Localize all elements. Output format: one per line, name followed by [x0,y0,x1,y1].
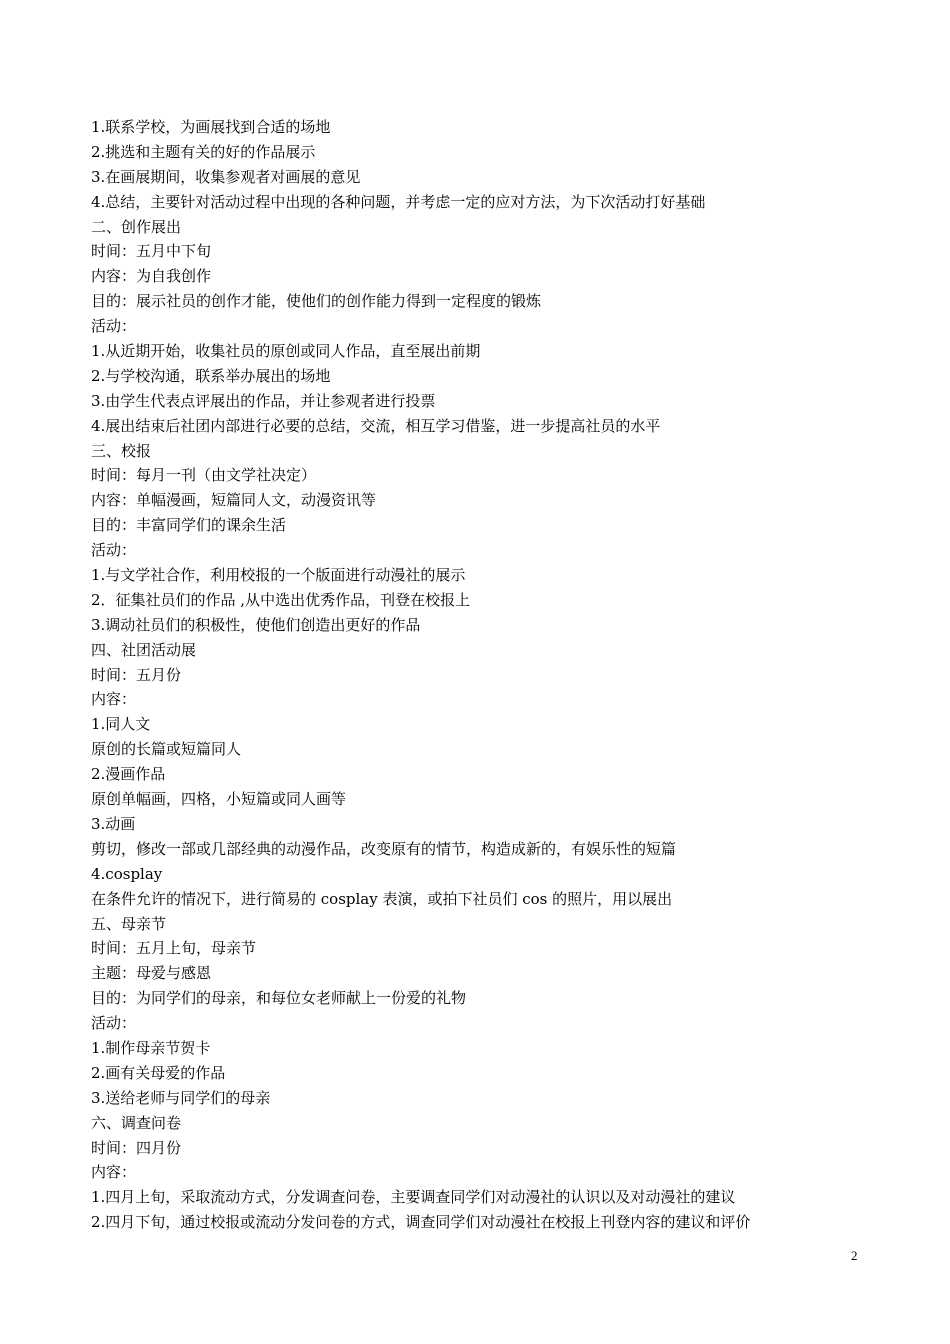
section-heading: 四、社团活动展 [91,640,197,659]
text-line: 时间：每月一刊（由文学社决定） [91,466,317,485]
text-line: 1.联系学校，为画展找到合适的场地 [91,118,331,136]
text-line: 2.四月下旬，通过校报或流动分发问卷的方式，调查同学们对动漫社在校报上刊登内容的建议和评价 [91,1213,751,1232]
text-line: 1.与文学社合作，利用校报的一个版面进行动漫社的展示 [91,566,466,585]
page-number: 2 [851,1248,858,1263]
text-line: 活动： [91,1014,137,1033]
text-line: 1.从近期开始，收集社员的原创或同人作品，直至展出前期 [91,342,481,361]
text-line: 时间：五月中下旬 [91,242,212,261]
text-line: 活动： [91,317,137,336]
section-heading: 六、调查问卷 [91,1113,182,1132]
text-line: 内容： [91,1163,137,1182]
text-line: 3.调动社员们的积极性，使他们创造出更好的作品 [91,615,421,634]
text-line: 2.画有关母爱的作品 [91,1063,226,1082]
text-line: 内容： [91,690,137,709]
text-line: 时间：四月份 [91,1138,182,1157]
text-line: 目的：展示社员的创作才能，使他们的创作能力得到一定程度的锻炼 [91,292,542,311]
text-line: 时间：五月上旬，母亲节 [91,939,257,958]
section-heading: 二、创作展出 [91,217,182,236]
text-line: 2.漫画作品 [91,765,166,784]
text-line: 内容：单幅漫画，短篇同人文，动漫资讯等 [91,491,377,510]
text-line: 3.由学生代表点评展出的作品，并让参观者进行投票 [91,391,436,410]
text-line: 3.动画 [91,814,136,833]
text-line: 2．征集社员们的作品 ,从中选出优秀作品，刊登在校报上 [91,590,471,609]
section-heading: 五、母亲节 [91,914,167,933]
text-line: 3.在画展期间，收集参观者对画展的意见 [91,167,361,186]
text-line: 4.cosplay [91,864,163,883]
text-line: 1.制作母亲节贺卡 [91,1038,211,1057]
text-line: 4.展出结束后社团内部进行必要的总结，交流，相互学习借鉴，进一步提高社员的水平 [91,416,661,435]
text-line: 3.送给老师与同学们的母亲 [91,1088,271,1107]
text-line: 时间：五月份 [91,665,182,684]
text-line: 在条件允许的情况下，进行简易的 cosplay 表演，或拍下社员们 cos 的照片，用以展出 [91,889,673,908]
text-line: 2.与学校沟通，联系举办展出的场地 [91,366,331,385]
text-line: 目的：为同学们的母亲，和每位女老师献上一份爱的礼物 [91,989,467,1008]
text-line: 原创的长篇或短篇同人 [91,740,242,759]
text-line: 4.总结，主要针对活动过程中出现的各种问题，并考虑一定的应对方法，为下次活动打好基础 [91,192,706,211]
text-line: 主题：母爱与感恩 [91,964,212,983]
text-line: 目的：丰富同学们的课余生活 [91,516,287,535]
document-body [91,115,871,1235]
section-heading: 三、校报 [91,441,152,460]
text-line: 1.同人文 [91,715,151,734]
text-line: 剪切，修改一部或几部经典的动漫作品，改变原有的情节，构造成新的，有娱乐性的短篇 [91,839,677,858]
text-line: 2.挑选和主题有关的好的作品展示 [91,142,316,161]
text-line: 原创单幅画，四格，小短篇或同人画等 [91,790,347,809]
text-line: 活动： [91,541,137,560]
text-line: 内容：为自我创作 [91,267,212,286]
text-line: 1.四月上旬，采取流动方式，分发调查问卷，主要调查同学们对动漫社的认识以及对动漫社的建议 [91,1188,736,1207]
